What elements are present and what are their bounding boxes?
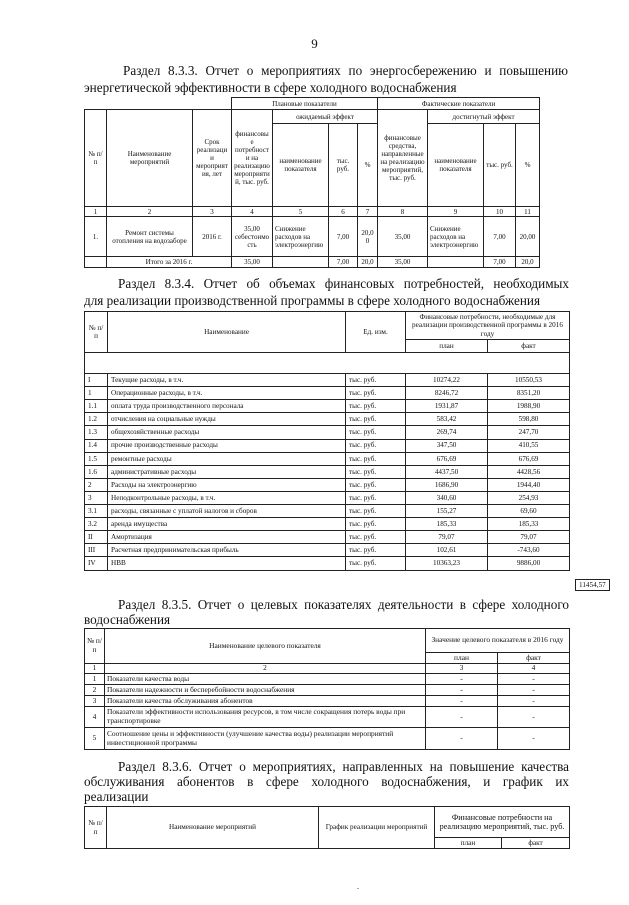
- row-unit: тыс. руб.: [346, 465, 406, 478]
- row-name: Показатели качества обслуживания абонентов: [105, 696, 426, 707]
- row-fact: 1988,90: [488, 400, 570, 413]
- table-row: [85, 707, 570, 728]
- col-number: 4: [232, 207, 273, 217]
- col-num-header: № п/п: [85, 629, 105, 664]
- fact-header: факт: [498, 652, 570, 663]
- table-row: [85, 505, 570, 518]
- row-num: 3.1: [85, 505, 108, 518]
- row-plan: 79,07: [406, 531, 488, 544]
- row-name: Показатели надежности и бесперебойности водоснабжения: [105, 685, 426, 696]
- row-name: отчисления на социальные нужды: [108, 413, 346, 426]
- row-num: 1.3: [85, 426, 108, 439]
- table-row: [85, 452, 570, 465]
- col-number: 1: [85, 207, 107, 217]
- section-8-3-6-heading-line1: Раздел 8.3.6. Отчет о мероприятиях, направленных на повышение качества: [118, 759, 569, 774]
- row-name: Показатели качества воды: [105, 674, 426, 685]
- row-plan: 8246,72: [406, 387, 488, 400]
- plan-header: план: [406, 340, 488, 353]
- service-quality-table: [84, 806, 570, 849]
- row-unit: тыс. руб.: [346, 478, 406, 491]
- row-fact: 254,93: [488, 491, 570, 504]
- planned-indicators-header: Плановые показатели: [232, 98, 378, 110]
- row-unit: тыс. руб.: [346, 426, 406, 439]
- row-fact: 1944,40: [488, 478, 570, 491]
- total-ach-pct: 20,0: [516, 257, 540, 268]
- row-num: 1.: [85, 217, 107, 257]
- row-plan: 1686,90: [406, 478, 488, 491]
- row-num: 2: [85, 478, 108, 491]
- row-fin-need: 35,00 себестоимость: [232, 217, 273, 257]
- row-fact: 676,69: [488, 452, 570, 465]
- row-name: оплата труда производственного персонала: [108, 400, 346, 413]
- table-row: [85, 728, 570, 750]
- col-number: 3: [193, 207, 232, 217]
- table-row: [85, 465, 570, 478]
- row-unit: тыс. руб.: [346, 531, 406, 544]
- row-ach-name: Снижение расходов на электроэнергию: [428, 217, 484, 257]
- col-number: 10: [484, 207, 516, 217]
- row-name: НВВ: [108, 557, 346, 570]
- row-exp-thous: 7,00: [329, 217, 358, 257]
- section-8-3-6-heading-line3: реализации: [84, 789, 149, 804]
- col-name-header: Наименование целевого показателя: [105, 629, 426, 664]
- stray-value: 11454,57: [575, 579, 610, 591]
- row-name: Ремонт системы отопления на водозаборе: [107, 217, 193, 257]
- row-num: 1.2: [85, 413, 108, 426]
- row-unit: тыс. руб.: [346, 374, 406, 387]
- bottom-mark: .: [357, 882, 359, 891]
- row-ach-pct: 20,00: [516, 217, 540, 257]
- col-name-header: Наименование мероприятий: [107, 807, 319, 849]
- row-num: 2: [85, 685, 105, 696]
- row-fact: -: [498, 685, 570, 696]
- section-8-3-5-heading-line2: водоснабжения: [84, 612, 171, 627]
- row-plan: 340,60: [406, 491, 488, 504]
- row-num: III: [85, 544, 108, 557]
- exp-thous-header: тыс. руб.: [329, 124, 358, 207]
- ach-indicator-name-header: наименование показателя: [428, 124, 484, 207]
- row-ach-thous: 7,00: [484, 217, 516, 257]
- ach-thous-header: тыс. руб.: [484, 124, 516, 207]
- row-plan: 347,50: [406, 439, 488, 452]
- row-num: 3: [85, 696, 105, 707]
- table-row: [85, 696, 570, 707]
- row-unit: тыс. руб.: [346, 518, 406, 531]
- row-fact: -743,60: [488, 544, 570, 557]
- table-row: [85, 374, 570, 387]
- expected-effect-header: ожидаемый эффект: [273, 110, 378, 124]
- total-label: Итого за 2016 г.: [107, 257, 232, 268]
- actual-indicators-header: Фактические показатели: [378, 98, 540, 110]
- row-name: прочие производственные расходы: [108, 439, 346, 452]
- col-number: 2: [107, 207, 193, 217]
- fin-needs-header: Финансовые потребности на реализацию мероприятий, тыс. руб.: [435, 807, 570, 838]
- table-row: [85, 387, 570, 400]
- section-8-3-3-heading-line1: Раздел 8.3.3. Отчет о мероприятиях по энергосбережению и повышению: [123, 63, 568, 78]
- row-fact: -: [498, 728, 570, 750]
- row-unit: тыс. руб.: [346, 544, 406, 557]
- row-name: общехозяйственные расходы: [108, 426, 346, 439]
- table-row: [85, 544, 570, 557]
- target-indicators-table: [84, 628, 570, 750]
- row-name: Показатели эффективности использования ресурсов, в том числе сокращения потерь воды при транспортировке: [105, 707, 426, 728]
- row-fact: 69,60: [488, 505, 570, 518]
- col-name-header: Наименование мероприятий: [107, 110, 193, 207]
- plan-header: план: [426, 652, 498, 663]
- row-name: Расходы на электроэнергию: [108, 478, 346, 491]
- exp-pct-header: %: [358, 124, 378, 207]
- row-name: расходы, связанные с уплатой налогов и сборов: [108, 505, 346, 518]
- row-plan: -: [426, 685, 498, 696]
- row-num: 1.6: [85, 465, 108, 478]
- row-name: Неподконтрольные расходы, в т.ч.: [108, 491, 346, 504]
- col-unit-header: Ед. изм.: [346, 312, 406, 353]
- row-num: 5: [85, 728, 105, 750]
- row-fact: 598,80: [488, 413, 570, 426]
- table-row: [85, 491, 570, 504]
- table-row: [85, 400, 570, 413]
- col-number: 9: [428, 207, 484, 217]
- col-fin-spent-header: финансовые средства, направленные на реализацию мероприятий, тыс. руб.: [378, 110, 428, 207]
- row-fact: 247,70: [488, 426, 570, 439]
- row-fact: -: [498, 696, 570, 707]
- table-row: [85, 439, 570, 452]
- row-fact: -: [498, 707, 570, 728]
- table-row: [85, 217, 570, 257]
- row-name: Амортизация: [108, 531, 346, 544]
- row-unit: тыс. руб.: [346, 387, 406, 400]
- col-number: 8: [378, 207, 428, 217]
- col-name-header: Наименование: [108, 312, 346, 353]
- table-row: [85, 674, 570, 685]
- col-fin-need-header: финансовые потребности на реализацию мероприятий, тыс. руб.: [232, 110, 273, 207]
- col-number: 2: [105, 664, 426, 674]
- row-num: I: [85, 374, 108, 387]
- section-8-3-6-heading-line2: обслуживания абонентов в сфере холодного водоснабжения, и график их: [84, 774, 569, 789]
- page-number: 9: [311, 36, 318, 51]
- table-row: [85, 413, 570, 426]
- row-plan: -: [426, 696, 498, 707]
- row-fact: 8351,20: [488, 387, 570, 400]
- row-plan: -: [426, 707, 498, 728]
- ach-pct-header: %: [516, 124, 540, 207]
- table-row: [85, 531, 570, 544]
- row-plan: -: [426, 674, 498, 685]
- exp-indicator-name-header: наименование показателя: [273, 124, 329, 207]
- row-name: Операционные расходы, в т.ч.: [108, 387, 346, 400]
- table-row: [85, 557, 570, 570]
- row-num: 1: [85, 674, 105, 685]
- col-num-header: № п/п: [85, 110, 107, 207]
- row-fact: -: [498, 674, 570, 685]
- total-row: [85, 257, 570, 268]
- section-8-3-4-heading-line1: Раздел 8.3.4. Отчет об объемах финансовых потребностей, необходимых: [118, 276, 569, 291]
- col-number: 7: [358, 207, 378, 217]
- total-fin-spent: 35,00: [378, 257, 428, 268]
- row-num: 1.4: [85, 439, 108, 452]
- row-num: IV: [85, 557, 108, 570]
- row-plan: 676,69: [406, 452, 488, 465]
- row-num: 1: [85, 387, 108, 400]
- row-unit: тыс. руб.: [346, 400, 406, 413]
- financial-needs-table: [84, 311, 570, 571]
- table-row: [85, 518, 570, 531]
- fact-header: факт: [488, 340, 570, 353]
- col-schedule-header: График реализации мероприятий: [319, 807, 435, 849]
- col-number: 3: [426, 664, 498, 674]
- target-value-header: Значение целевого показателя в 2016 году: [426, 629, 570, 653]
- row-num: 3: [85, 491, 108, 504]
- row-plan: 1931,87: [406, 400, 488, 413]
- row-num: 1.5: [85, 452, 108, 465]
- row-fact: 185,33: [488, 518, 570, 531]
- row-unit: тыс. руб.: [346, 439, 406, 452]
- section-8-3-5-heading-line1: Раздел 8.3.5. Отчет о целевых показателях деятельности в сфере холодного: [118, 597, 569, 612]
- col-number: 6: [329, 207, 358, 217]
- table-row: [85, 478, 570, 491]
- total-fin-need: 35,00: [232, 257, 273, 268]
- row-name: Текущие расходы, в т.ч.: [108, 374, 346, 387]
- row-name: ремонтные расходы: [108, 452, 346, 465]
- row-plan: 155,27: [406, 505, 488, 518]
- row-fin-spent: 35,00: [378, 217, 428, 257]
- section-8-3-4-heading-line2: для реализации производственной программы в сфере холодного водоснабжения: [84, 293, 541, 308]
- achieved-effect-header: достигнутый эффект: [428, 110, 540, 124]
- row-plan: 185,33: [406, 518, 488, 531]
- row-plan: 10363,23: [406, 557, 488, 570]
- col-term-header: Срок реализации мероприятия, лет: [193, 110, 232, 207]
- row-fact: 10550,53: [488, 374, 570, 387]
- row-unit: тыс. руб.: [346, 452, 406, 465]
- row-fact: 9886,00: [488, 557, 570, 570]
- fin-needs-header: Финансовые потребности, необходимые для реализации производственной программы в 2016 году: [406, 312, 570, 340]
- row-num: II: [85, 531, 108, 544]
- total-ach-thous: 7,00: [484, 257, 516, 268]
- row-num: 1.1: [85, 400, 108, 413]
- row-num: 3.2: [85, 518, 108, 531]
- row-exp-pct: 20,00: [358, 217, 378, 257]
- row-unit: тыс. руб.: [346, 491, 406, 504]
- fact-header: факт: [502, 838, 570, 849]
- row-unit: тыс. руб.: [346, 413, 406, 426]
- section-8-3-3-heading-line2: энергетической эффективности в сфере холодного водоснабжения: [84, 80, 457, 95]
- row-fact: 4428,56: [488, 465, 570, 478]
- table-row: [85, 685, 570, 696]
- col-num-header: № п/п: [85, 312, 108, 353]
- row-plan: 102,61: [406, 544, 488, 557]
- energy-saving-table: [84, 97, 570, 268]
- col-number: 1: [85, 664, 105, 674]
- col-number: 5: [273, 207, 329, 217]
- row-num: 4: [85, 707, 105, 728]
- row-term: 2016 г.: [193, 217, 232, 257]
- row-name: административные расходы: [108, 465, 346, 478]
- col-number: 11: [516, 207, 540, 217]
- row-name: Соотношение цены и эффективности (улучшение качества воды) реализации мероприятий инвестиционной программы: [105, 728, 426, 750]
- row-plan: 4437,50: [406, 465, 488, 478]
- col-number: 4: [498, 664, 570, 674]
- row-plan: 269,74: [406, 426, 488, 439]
- row-exp-name: Снижение расходов на электроэнергию: [273, 217, 329, 257]
- total-exp-thous: 7,00: [329, 257, 358, 268]
- plan-header: план: [435, 838, 502, 849]
- row-fact: 410,55: [488, 439, 570, 452]
- row-fact: 79,07: [488, 531, 570, 544]
- row-name: Расчетная предпринимательская прибыль: [108, 544, 346, 557]
- row-plan: 583,42: [406, 413, 488, 426]
- row-unit: тыс. руб.: [346, 505, 406, 518]
- col-num-header: № п/п: [85, 807, 107, 849]
- total-exp-pct: 20,0: [358, 257, 378, 268]
- table-row: [85, 426, 570, 439]
- row-name: аренда имущества: [108, 518, 346, 531]
- row-plan: -: [426, 728, 498, 750]
- row-unit: тыс. руб.: [346, 557, 406, 570]
- row-plan: 10274,22: [406, 374, 488, 387]
